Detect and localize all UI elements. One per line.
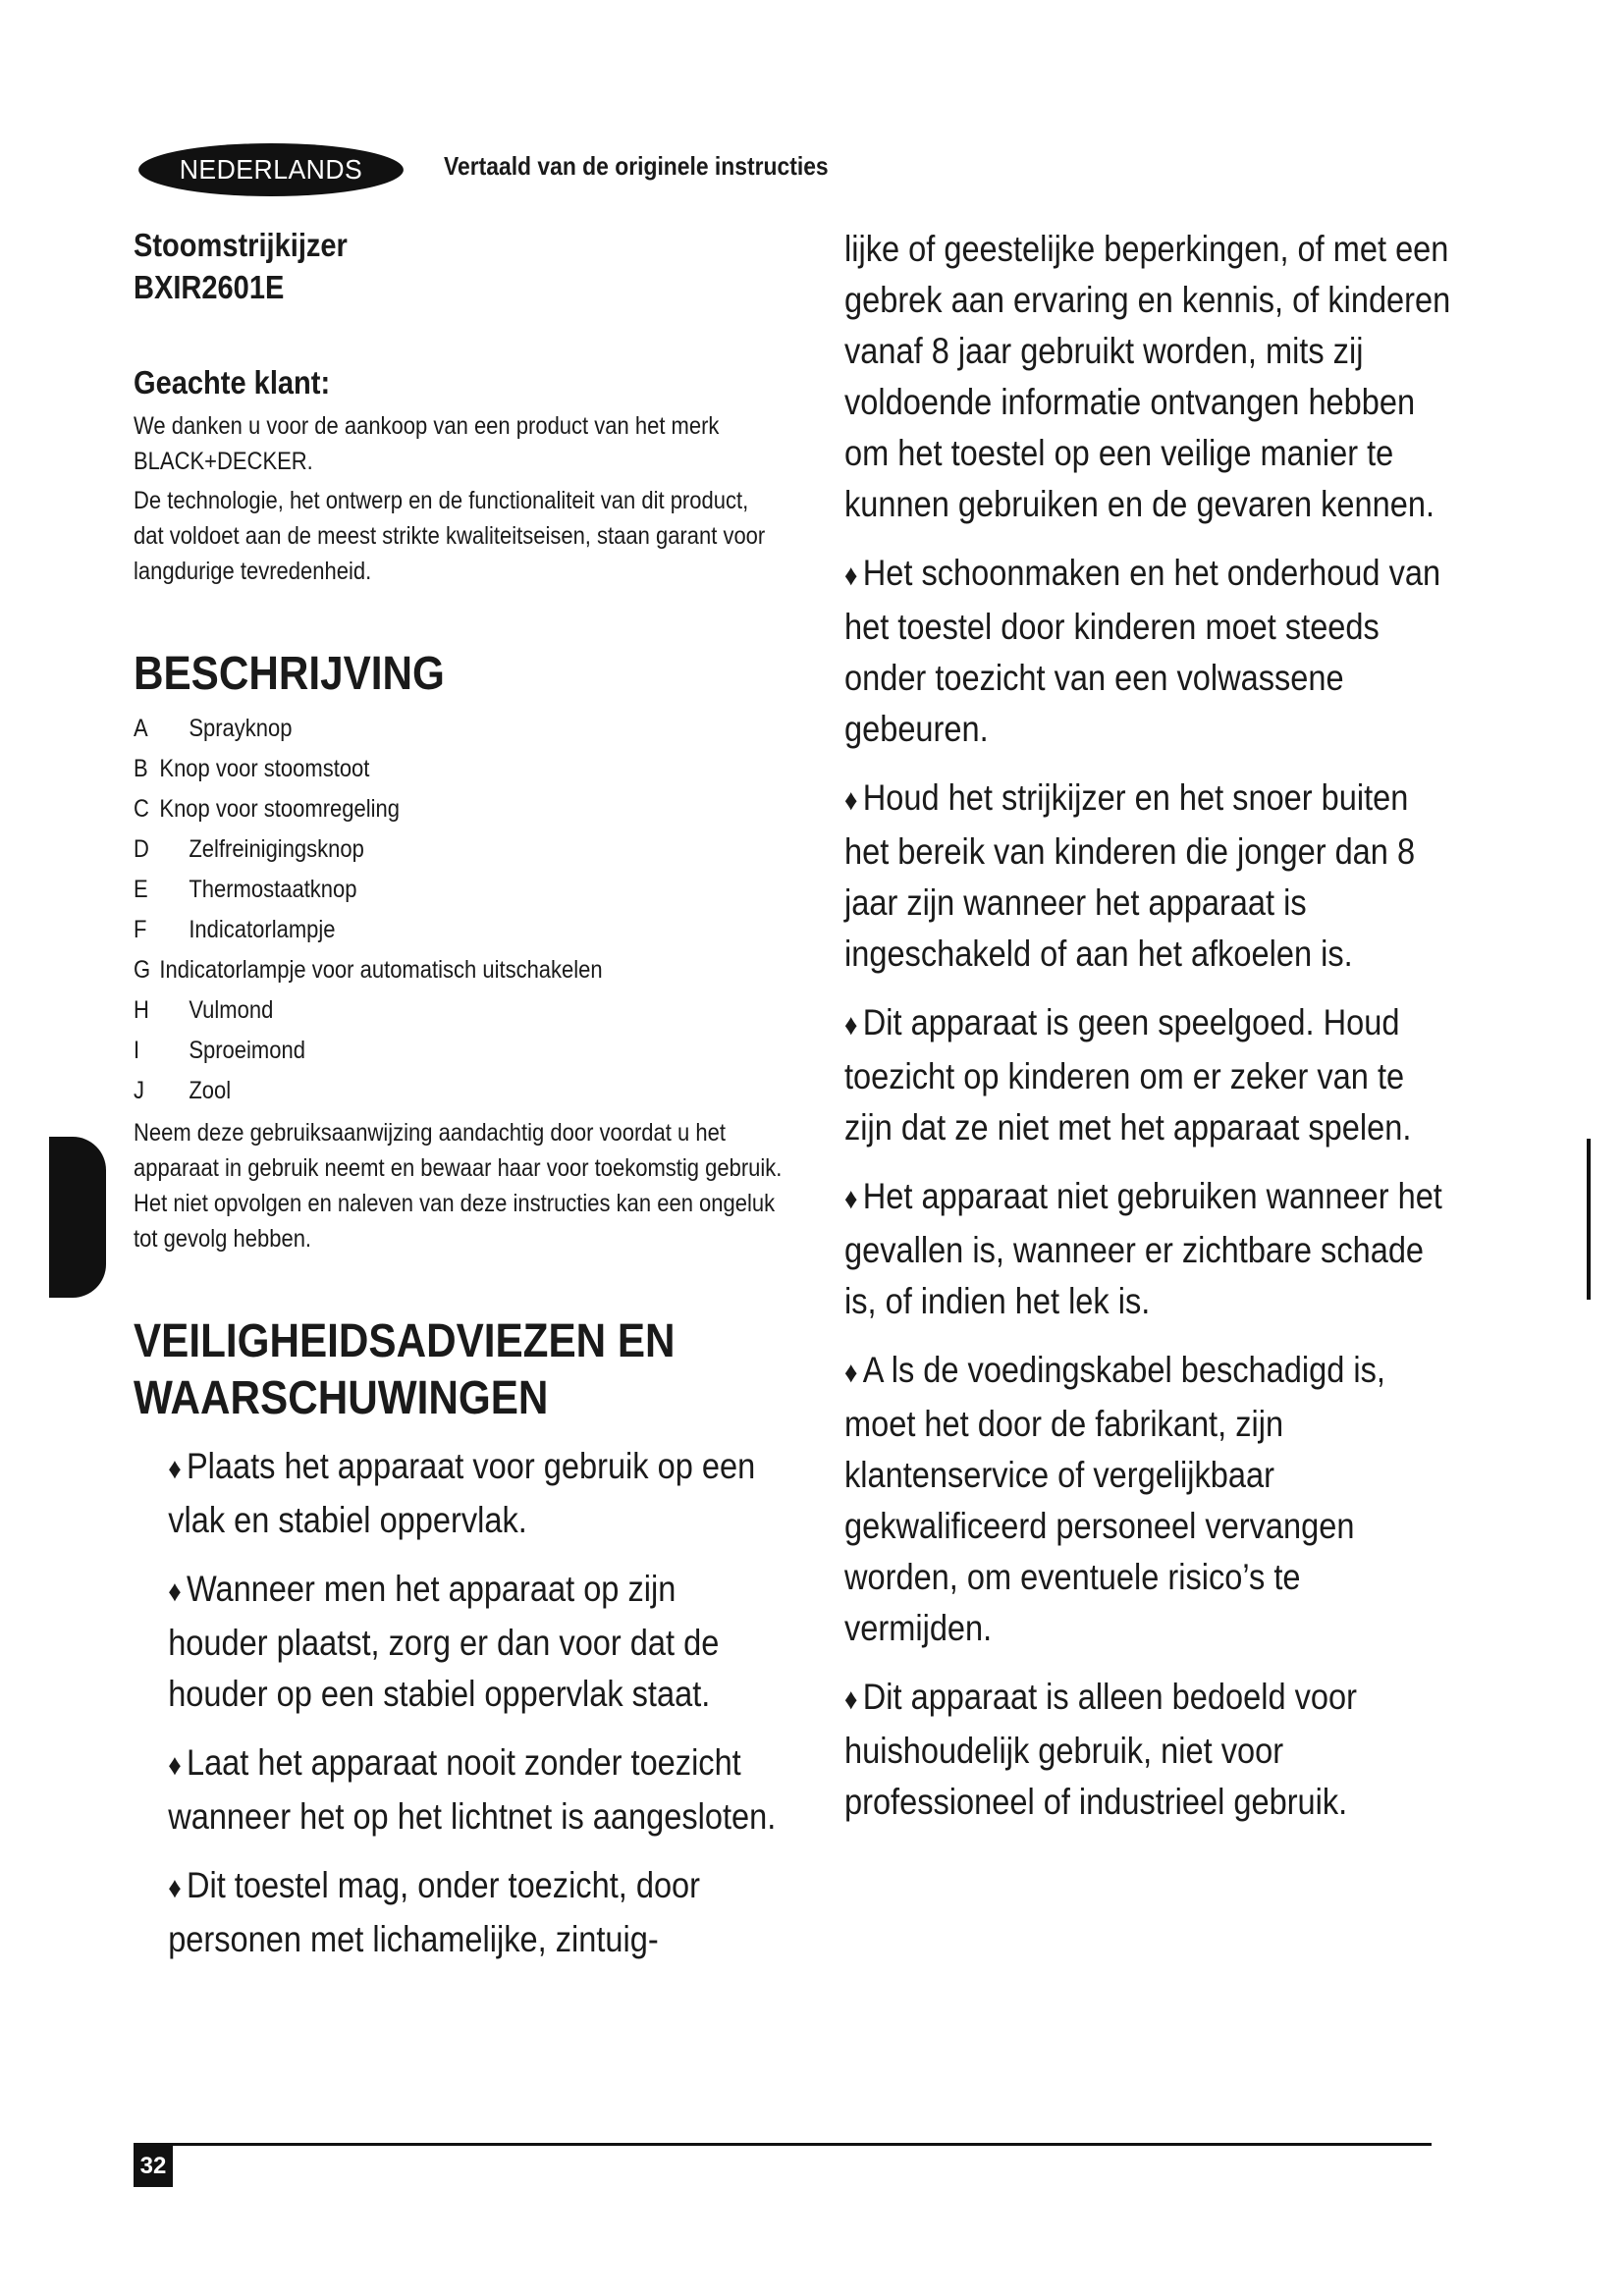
- section-side-line: [1587, 1139, 1591, 1300]
- greeting-paragraph: De technologie, het ontwerp en de functionaliteit van dit product, dat voldoet aan de meest strikte kwaliteitseisen, staan garant voor langdurige tevredenheid.: [134, 487, 766, 585]
- part-letter: I: [134, 1037, 140, 1064]
- part-item: [134, 950, 784, 990]
- part-item: [134, 709, 784, 749]
- diamond-bullet-icon: ♦: [844, 1009, 858, 1041]
- part-label: Vulmond: [189, 996, 274, 1024]
- left-column-content: [134, 224, 784, 1965]
- bullet-text: Wanneer men het apparaat op zijn houder plaatst, zorg er dan voor dat de houder op een stabiel oppervlak staat.: [168, 1569, 720, 1714]
- part-label: Knop voor stoomstoot: [159, 755, 370, 782]
- part-letter: B: [134, 755, 148, 782]
- part-label: Thermostaatknop: [189, 876, 357, 903]
- part-label: Knop voor stoomregeling: [159, 795, 400, 823]
- part-item: [134, 990, 784, 1031]
- diamond-bullet-icon: ♦: [168, 1872, 182, 1904]
- bullet-text: A ls de voedingskabel beschadigd is, moet het door de fabrikant, zijn klantenservice of vergelijkbaar gekwalificeerd personeel vervangen worden, om eventuele risico’s te vermijden.: [844, 1350, 1385, 1648]
- section-side-tab: [49, 1137, 106, 1298]
- part-label: Zelfreinigingsknop: [189, 835, 364, 863]
- safety-heading-line1: VEILIGHEIDSADVIEZEN EN: [134, 1315, 676, 1367]
- part-label: Sproeimond: [189, 1037, 305, 1064]
- language-badge: NEDERLANDS: [138, 143, 404, 196]
- part-label: Indicatorlampje voor automatisch uitschakelen: [159, 956, 603, 984]
- right-column: [844, 224, 1453, 1845]
- part-item: [134, 749, 784, 789]
- part-letter: A: [134, 715, 148, 742]
- safety-bullet: [844, 1171, 1455, 1327]
- bullet-text: Laat het apparaat nooit zonder toezicht wanneer het op het lichtnet is aangesloten.: [168, 1742, 777, 1837]
- part-label: Zool: [189, 1077, 232, 1104]
- part-item: [134, 910, 784, 950]
- part-item: [134, 870, 784, 910]
- part-letter: E: [134, 876, 148, 903]
- safety-bullets-left: [168, 1441, 784, 1965]
- diamond-bullet-icon: ♦: [844, 784, 858, 817]
- part-item: [134, 829, 784, 870]
- right-column-content: [844, 224, 1455, 1828]
- safety-heading-line2: WAARSCHUWINGEN: [134, 1372, 549, 1424]
- part-letter: F: [134, 916, 147, 943]
- page-number: 32: [134, 2146, 173, 2187]
- safety-bullet: [844, 773, 1455, 980]
- safety-bullet: [168, 1564, 784, 1720]
- bullet-text: Dit toestel mag, onder toezicht, door personen met lichamelijke, zintuig-: [168, 1865, 701, 1959]
- part-item: [134, 1031, 784, 1071]
- safety-bullet: [168, 1441, 784, 1546]
- bullet-text: Dit apparaat is geen speelgoed. Houd toezicht op kinderen om er zeker van te zijn dat ze niet met het apparaat spelen.: [844, 1002, 1412, 1148]
- diamond-bullet-icon: ♦: [844, 1183, 858, 1215]
- safety-heading: [134, 1313, 784, 1427]
- part-item: [134, 789, 784, 829]
- diamond-bullet-icon: ♦: [168, 1749, 182, 1782]
- safety-bullet: [844, 997, 1455, 1153]
- bullet-continuation: lijke of geestelijke beperkingen, of met een gebrek aan ervaring en kennis, of kinderen vanaf 8 jaar gebruikt worden, mits zij voldoende informatie ontvangen hebben om het toestel op een veilige manier te kunnen gebruiken en de gevaren kennen.: [844, 229, 1451, 524]
- safety-bullet: [844, 1345, 1455, 1654]
- left-column: [134, 224, 782, 1983]
- part-letter: J: [134, 1077, 144, 1104]
- translation-subtitle: Vertaald van de originele instructies: [444, 151, 829, 181]
- parts-list: [134, 709, 784, 1111]
- safety-bullet: [844, 548, 1455, 755]
- part-letter: C: [134, 795, 149, 823]
- greeting-paragraph: We danken u voor de aankoop van een product van het merk BLACK+DECKER.: [134, 412, 720, 475]
- bullet-text: Het apparaat niet gebruiken wanneer het gevallen is, wanneer er zichtbare schade is, of indien het lek is.: [844, 1176, 1442, 1321]
- greeting-title: Geachte klant:: [134, 364, 331, 400]
- part-label: Sprayknop: [189, 715, 293, 742]
- safety-bullet: [844, 1672, 1455, 1828]
- product-model: BXIR2601E: [134, 269, 285, 305]
- part-letter: D: [134, 835, 149, 863]
- diamond-bullet-icon: ♦: [844, 560, 858, 592]
- bullet-text: Het schoonmaken en het onderhoud van het toestel door kinderen moet steeds onder toezicht van een volwassene gebeuren.: [844, 553, 1441, 749]
- part-letter: G: [134, 956, 151, 984]
- description-note: Neem deze gebruiksaanwijzing aandachtig door voordat u het apparaat in gebruik neemt en bewaar haar voor toekomstig gebruik. Het niet opvolgen en naleven van deze instructies kan een ongeluk tot gevolg hebben.: [134, 1119, 783, 1253]
- diamond-bullet-icon: ♦: [844, 1357, 858, 1389]
- footer-rule: [134, 2143, 1432, 2146]
- part-label: Indicatorlampje: [189, 916, 336, 943]
- part-item: [134, 1071, 784, 1111]
- bullet-text: Plaats het apparaat voor gebruik op een vlak en stabiel oppervlak.: [168, 1446, 756, 1540]
- safety-bullet: [168, 1737, 784, 1842]
- diamond-bullet-icon: ♦: [168, 1453, 182, 1485]
- diamond-bullet-icon: ♦: [844, 1683, 858, 1716]
- description-heading: BESCHRIJVING: [134, 648, 445, 700]
- part-letter: H: [134, 996, 149, 1024]
- bullet-text: Houd het strijkijzer en het snoer buiten het bereik van kinderen die jonger dan 8 jaar zijn wanneer het apparaat is ingeschakeld of aan het afkoelen is.: [844, 777, 1416, 974]
- bullet-text: Dit apparaat is alleen bedoeld voor huishoudelijk gebruik, niet voor professioneel of industrieel gebruik.: [844, 1677, 1357, 1822]
- diamond-bullet-icon: ♦: [168, 1575, 182, 1608]
- product-name: Stoomstrijkijzer: [134, 227, 348, 263]
- safety-bullet: [168, 1860, 784, 1965]
